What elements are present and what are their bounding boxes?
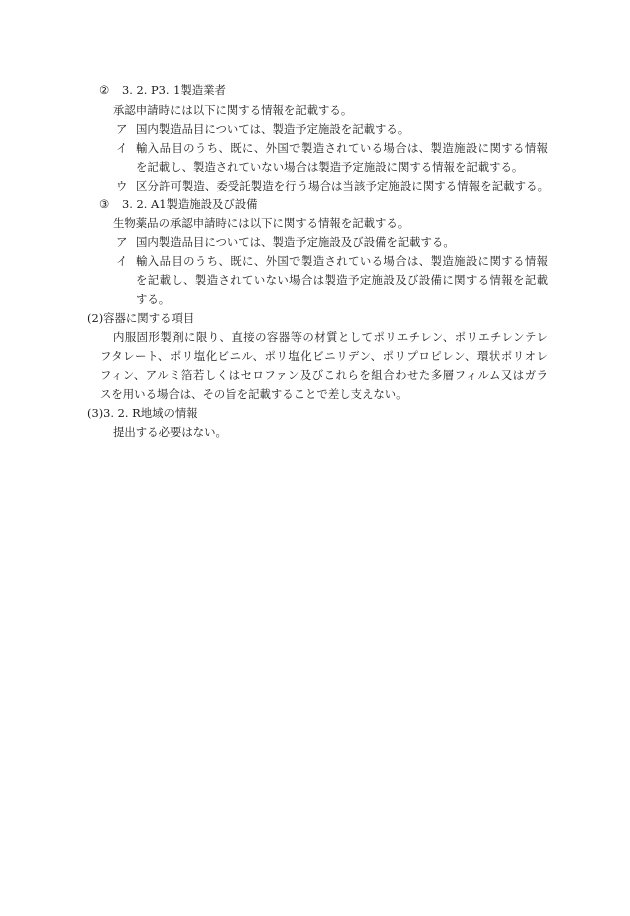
item-number-marker: ③ bbox=[99, 197, 110, 211]
point-line: 区分許可製造、委受託製造を行う場合は当該予定施設に関する情報を記載する。 bbox=[136, 179, 549, 193]
item-heading: 3. 2. A1製造施設及び設備 bbox=[122, 197, 258, 211]
point-line: 国内製造品目については、製造予定施設及び設備を記載する。 bbox=[136, 235, 455, 249]
point-line: 輸入品目のうち、既に、外国で製造されている場合は、製造施設に関する情報 bbox=[136, 254, 548, 268]
paragraph-line: スを用いる場合は、その旨を記載することで差し支えない。 bbox=[100, 387, 408, 401]
section-heading: (3)3. 2. R地域の情報 bbox=[87, 406, 198, 420]
item-number-marker: ② bbox=[99, 83, 110, 97]
item-intro: 生物薬品の承認申請時には以下に関する情報を記載する。 bbox=[113, 216, 410, 230]
paragraph-line: フタレート、ポリ塩化ビニル、ポリ塩化ビニリデン、ポリプロピレン、環状ポリオレ bbox=[100, 349, 548, 363]
item-heading: 3. 2. P3. 1製造業者 bbox=[122, 83, 226, 97]
paragraph-line: 内服固形製剤に限り、直接の容器等の材質としてポリエチレン、ポリエチレンテレ bbox=[113, 330, 548, 344]
point-marker: ア bbox=[116, 235, 128, 249]
point-marker: イ bbox=[116, 254, 128, 268]
point-line: 国内製造品目については、製造予定施設を記載する。 bbox=[136, 122, 410, 136]
point-line: を記載し、製造されていない場合は製造予定施設及び設備に関する情報を記載 bbox=[136, 273, 548, 287]
point-marker: イ bbox=[116, 141, 128, 155]
point-marker: ア bbox=[116, 122, 128, 136]
point-line: 輸入品目のうち、既に、外国で製造されている場合は、製造施設に関する情報 bbox=[136, 141, 548, 155]
point-line: する。 bbox=[136, 292, 171, 306]
item-intro: 承認申請時には以下に関する情報を記載する。 bbox=[113, 103, 353, 117]
point-line: を記載し、製造されていない場合は製造予定施設に関する情報を記載する。 bbox=[136, 160, 524, 174]
section-heading: (2)容器に関する項目 bbox=[87, 311, 195, 325]
point-marker: ウ bbox=[116, 179, 128, 193]
paragraph-line: 提出する必要はない。 bbox=[113, 425, 227, 439]
paragraph-line: フィン、アルミ箔若しくはセロファン及びこれらを組合わせた多層フィルム又はガラ bbox=[100, 368, 548, 382]
